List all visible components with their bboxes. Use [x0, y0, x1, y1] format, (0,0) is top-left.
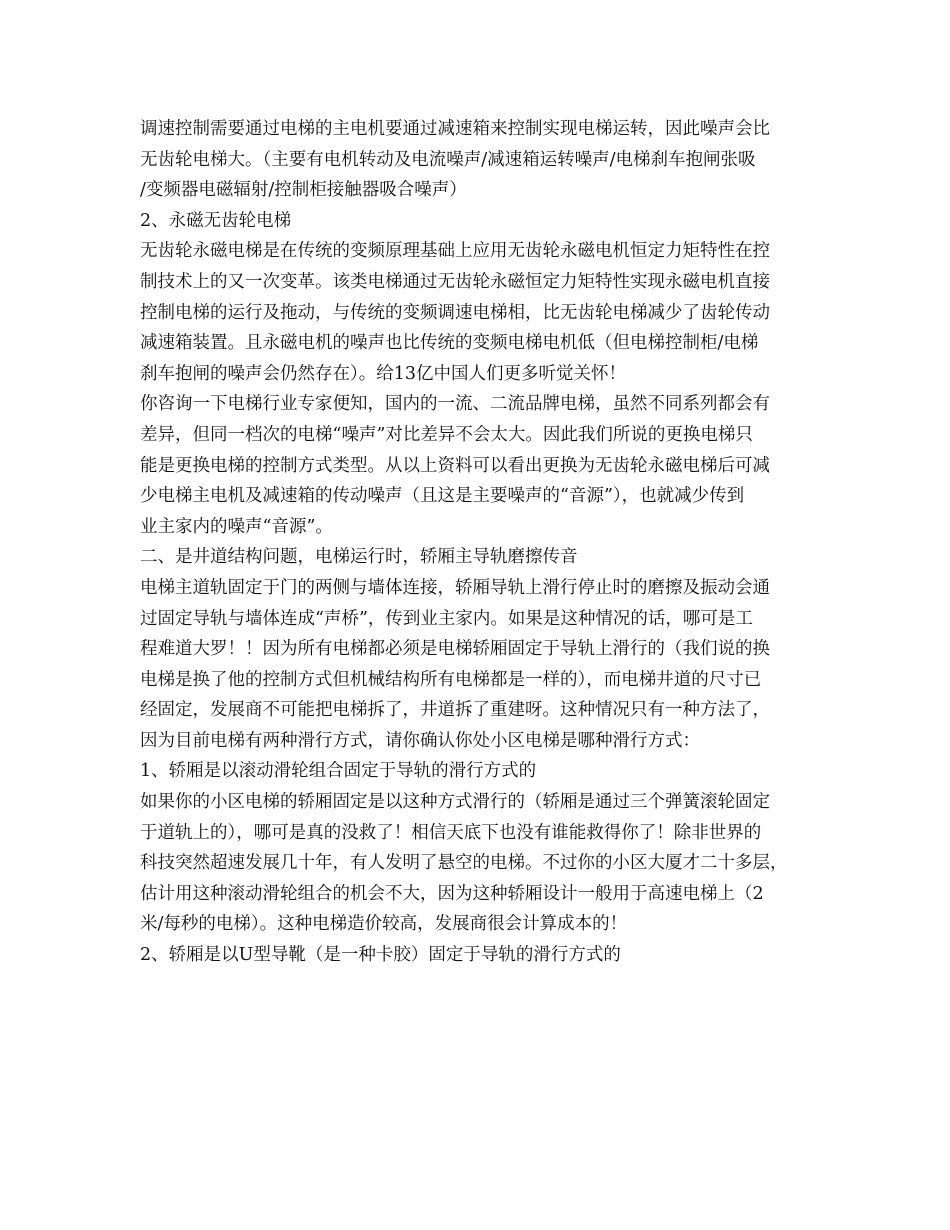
text-line: 电梯是换了他的控制方式但机械结构所有电梯都是一样的），而电梯井道的尺寸已: [140, 669, 762, 690]
section-heading: 2、永磁无齿轮电梯: [140, 210, 292, 231]
text-line: 你咨询一下电梯行业专家便知，国内的一流、二流品牌电梯，虽然不同系列都会有: [140, 394, 770, 415]
section-heading: 1、轿厢是以滚动滑轮组合固定于导轨的滑行方式的: [140, 761, 537, 782]
text-line: /变频器电磁辐射/控制柜接触器吸合噪声）: [140, 180, 467, 201]
text-line: 少电梯主电机及减速箱的传动噪声（且这是主要噪声的“音源”），也就减少传到: [140, 486, 745, 507]
text-line: 制技术上的又一次变革。该类电梯通过无齿轮永磁恒定力矩特性实现永磁电机直接: [140, 271, 770, 292]
section-heading: 2、轿厢是以U型导靴（是一种卡胶）固定于导轨的滑行方式的: [140, 945, 621, 966]
document-body: [140, 114, 830, 971]
text-line: 无齿轮永磁电梯是在传统的变频原理基础上应用无齿轮永磁电机恒定力矩特性在控: [140, 241, 770, 262]
text-line: 因为目前电梯有两种滑行方式，请你确认你处小区电梯是哪种滑行方式：: [140, 730, 700, 751]
text-line: 差异，但同一档次的电梯“噪声”对比差异不会太大。因此我们所说的更换电梯只: [140, 424, 753, 445]
text-line: 刹车抱闸的噪声会仍然存在）。给13亿中国人们更多听觉关怀！: [140, 363, 627, 384]
text-line: 如果你的小区电梯的轿厢固定是以这种方式滑行的（轿厢是通过三个弹簧滚轮固定: [140, 792, 770, 813]
text-line: 减速箱装置。且永磁电机的噪声也比传统的变频电梯电机低（但电梯控制柜/电梯: [140, 333, 759, 354]
text-line: 调速控制需要通过电梯的主电机要通过减速箱来控制实现电梯运转，因此噪声会比: [140, 119, 770, 139]
text-line: 科技突然超速发展几十年，有人发明了悬空的电梯。不过你的小区大厦才二十多层，: [140, 853, 788, 874]
text-line: 过固定导轨与墙体连成“声桥”，传到业主家内。如果是这种情况的话，哪可是工: [140, 608, 753, 629]
text-line: 无齿轮电梯大。（主要有电机转动及电流噪声/减速箱运转噪声/电梯刹车抱闸张吸: [140, 149, 756, 170]
text-line: 控制电梯的运行及拖动，与传统的变频调速电梯相，比无齿轮电梯减少了齿轮传动: [140, 302, 770, 323]
text-line: 能是更换电梯的控制方式类型。从以上资料可以看出更换为无齿轮永磁电梯后可减: [140, 455, 770, 476]
text-line: 于道轨上的），哪可是真的没救了！相信天底下也没有谁能救得你了！除非世界的: [140, 822, 762, 843]
text-line: 程难道大罗！！因为所有电梯都必须是电梯轿厢固定于导轨上滑行的（我们说的换: [140, 639, 770, 660]
text-line: 估计用这种滚动滑轮组合的机会不大，因为这种轿厢设计一般用于高速电梯上（2: [140, 883, 764, 904]
section-heading: 二、是井道结构问题，电梯运行时，轿厢主导轨磨擦传音: [140, 547, 578, 568]
text-line: 经固定，发展商不可能把电梯拆了，井道拆了重建呀。这种情况只有一种方法了，: [140, 700, 770, 721]
text-line: 电梯主道轨固定于门的两侧与墙体连接，轿厢导轨上滑行停止时的磨擦及振动会通: [140, 577, 770, 598]
text-line: 米/每秒的电梯）。这种电梯造价较高，发展商很会计算成本的！: [140, 914, 628, 935]
text-line: 业主家内的噪声“音源”。: [140, 516, 333, 537]
